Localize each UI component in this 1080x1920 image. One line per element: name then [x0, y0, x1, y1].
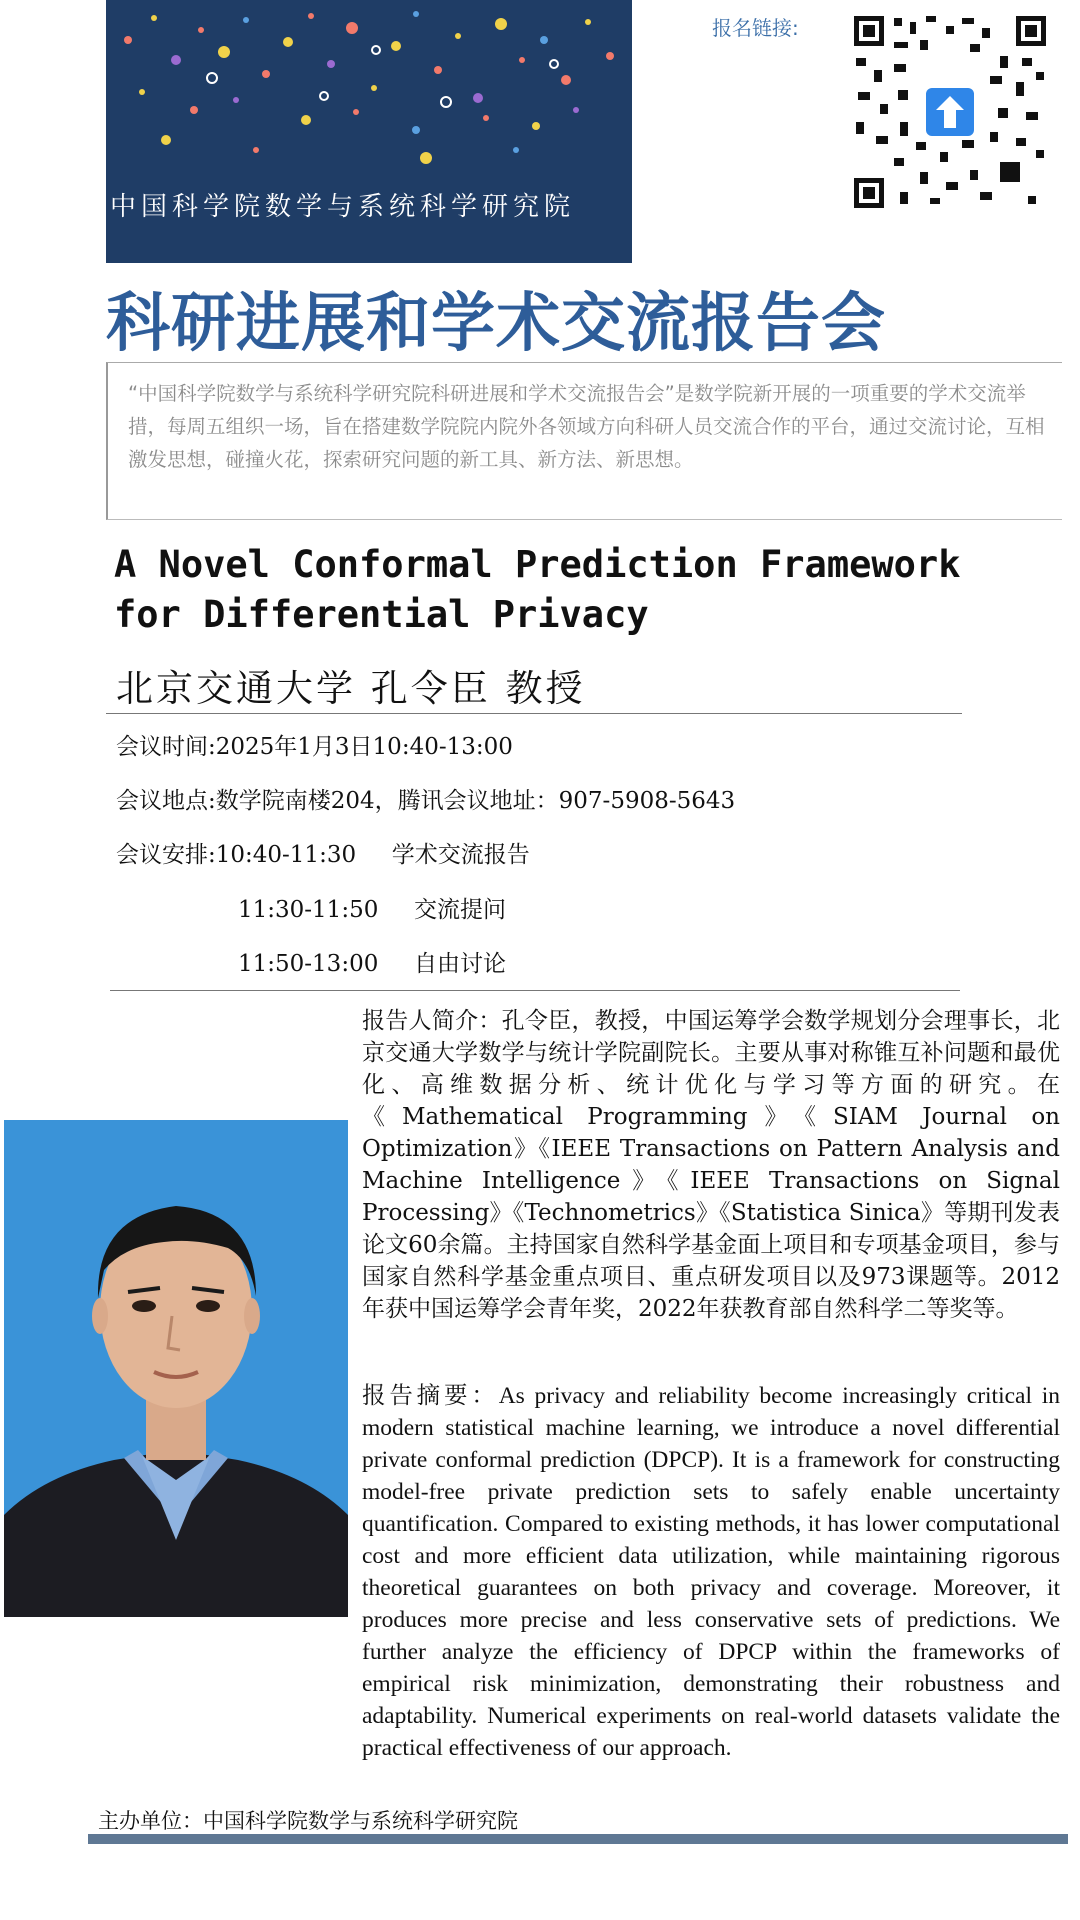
divider: [106, 713, 962, 714]
page-title: 科研进展和学术交流报告会: [106, 287, 886, 361]
confetti-decoration: [106, 0, 632, 263]
meeting-schedule-label: 会议安排:: [116, 842, 216, 868]
meeting-time-value: 2025年1月3日10:40-13:00: [215, 734, 513, 760]
schedule-time: 11:50-13:00: [238, 951, 379, 977]
schedule-time: 10:40-11:30: [215, 842, 357, 868]
banner-institute-name: 中国科学院数学与系统科学研究院: [110, 192, 576, 222]
meeting-schedule-row: [238, 891, 506, 924]
speaker-bio: 报告人简介：孔令臣，教授，中国运筹学会数学规划分会理事长，北京交通大学数学与统计学院副院长。主要从事对称锥互补问题和最优化、高维数据分析、统计优化与学习等方面的研究。在《Mathematical Programming》《SIAM Journal on Optimization》《IEEE Transactions on Pattern Analysis and Machine Intelligence》《IEEE Transactions on Signal Processing》《Technometrics》《Statistica Sinica》等期刊发表论文60余篇。主持国家自然科学基金面上项目和专项基金项目，参与国家自然科学基金重点项目、重点研发项目以及973课题等。2012年获中国运筹学会青年奖，2022年获教育部自然科学二等奖等。: [362, 1008, 1060, 1322]
divider: [110, 990, 960, 991]
schedule-item: 学术交流报告: [391, 842, 530, 868]
organizer: 主办单位：中国科学院数学与系统科学研究院: [98, 1809, 518, 1833]
intro-paragraph: “中国科学院数学与系统科学研究院科研进展和学术交流报告会”是数学院新开展的一项重要的学术交流举措，每周五组织一场，旨在搭建数学院院内院外各领域方向科研人员交流合作的平台，通过交流讨论，互相激发思想，碰撞火花，探索研究问题的新工具、新方法、新思想。: [106, 362, 1062, 520]
meeting-location: [116, 782, 735, 815]
schedule-item: 交流提问: [414, 897, 506, 923]
schedule-item: 自由讨论: [414, 951, 506, 977]
header-banner: [106, 0, 632, 263]
schedule-time: 11:30-11:50: [238, 897, 379, 923]
meeting-time-label: 会议时间:: [116, 734, 216, 760]
meeting-schedule-row: [238, 945, 506, 978]
meeting-time: [116, 728, 513, 761]
speaker-photo: [4, 1120, 348, 1617]
talk-title-line-1: A Novel Conformal Prediction Framework: [114, 543, 961, 586]
talk-abstract: 报告摘要：As privacy and reliability become increasingly critical in modern statistical machine learning, we introduce a novel differential private conformal prediction (DPCP). It is a framework for constructing model-free private prediction sets to safely enable uncertainty quantification. Compared to existing methods, it has lower computational cost and more efficient data utilization, while maintaining rigorous theoretical guarantees on both privacy and coverage. Moreover, it produces more precise and less conservative sets of predictions. We further analyze the efficiency of DPCP within the frameworks of empirical risk minimization, demonstrating their robustness and adaptability. Numerical experiments on real-world datasets validate the practical effectiveness of our approach.: [362, 1383, 1060, 1761]
registration-label: 报名链接:: [712, 16, 799, 40]
meeting-location-label: 会议地点:: [116, 788, 216, 814]
talk-title-line-2: for Differential Privacy: [114, 593, 649, 636]
meeting-location-value: 数学院南楼204，腾讯会议地址：907-5908-5643: [215, 788, 736, 814]
qr-code-icon[interactable]: [850, 12, 1050, 212]
talk-title: [114, 540, 1054, 640]
footer-bar: [88, 1834, 1068, 1844]
meeting-schedule-row: [116, 836, 530, 869]
speaker-name: 北京交通大学 孔令臣 教授: [116, 667, 586, 710]
